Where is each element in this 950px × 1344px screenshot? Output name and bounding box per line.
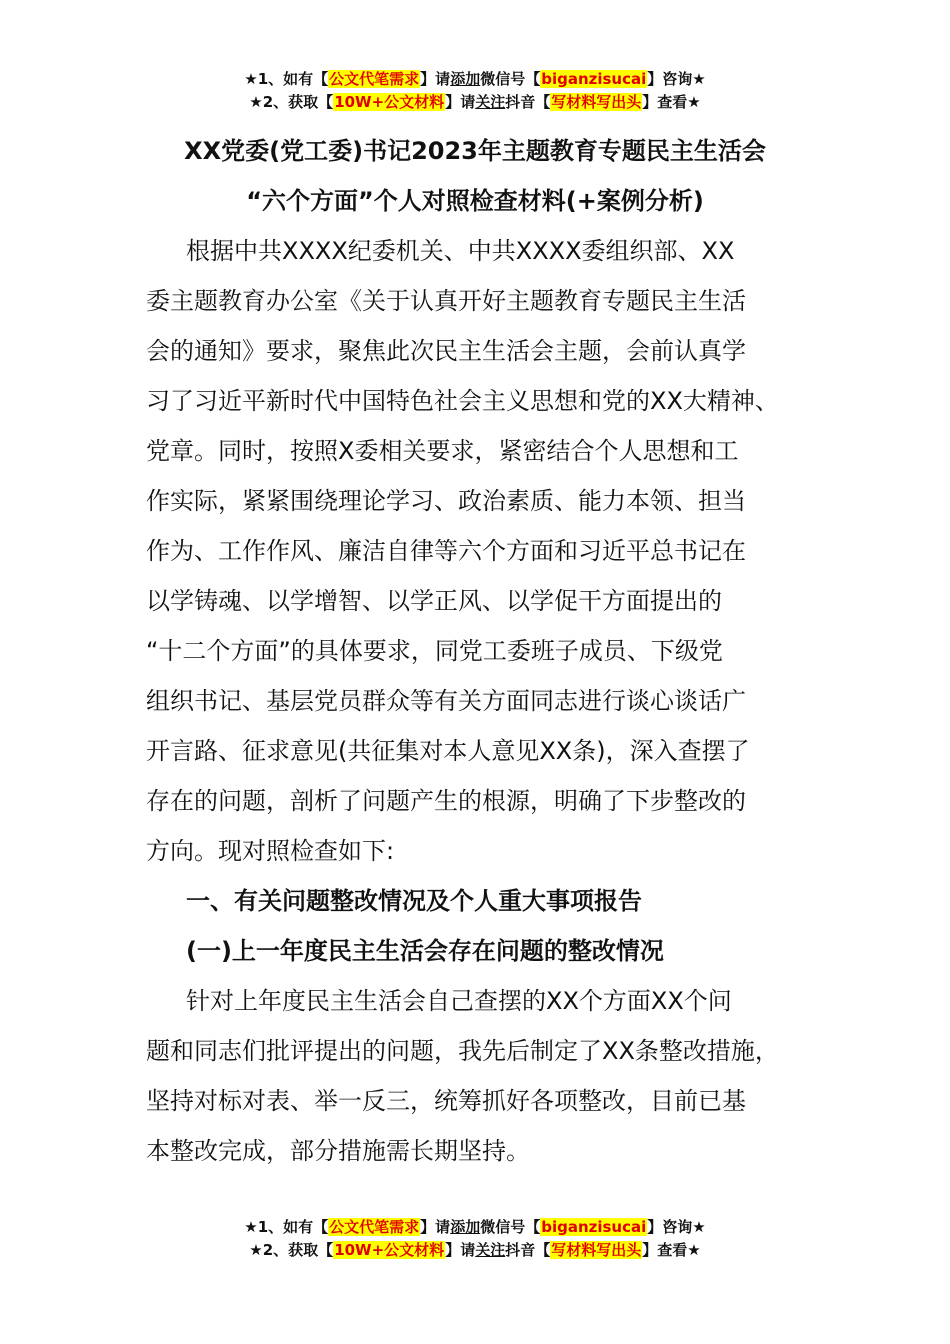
banner-text: 微信号【 xyxy=(480,70,541,88)
paragraph-line: 针对上年度民主生活会自己查摆的XX个方面XX个问 xyxy=(186,987,732,1015)
section-heading: 一、有关问题整改情况及个人重大事项报告 xyxy=(186,887,642,915)
bottom-banner xyxy=(0,1216,950,1262)
banner-text: ★1、如有【 xyxy=(244,1218,329,1236)
banner-text: 】查看★ xyxy=(642,1241,701,1259)
banner-line-2 xyxy=(0,91,950,114)
banner-highlight: biganzisucai xyxy=(541,1218,647,1236)
banner-underline: 关注 xyxy=(475,93,506,111)
banner-text: ★2、获取【 xyxy=(249,1241,334,1259)
paragraph-line: 作为、工作作风、廉洁自律等六个方面和习近平总书记在 xyxy=(146,537,746,565)
banner-highlight: 公文代笔需求 xyxy=(329,70,420,88)
banner-highlight: 写材料写出头 xyxy=(551,93,642,111)
document-title-line-2: “六个方面”个人对照检查材料(+案例分析) xyxy=(246,187,704,215)
paragraph-line: 坚持对标对表、举一反三，统筹抓好各项整改，目前已基 xyxy=(146,1087,746,1115)
paragraph-line: 存在的问题，剖析了问题产生的根源，明确了下步整改的 xyxy=(146,787,746,815)
top-banner xyxy=(0,68,950,114)
banner-text: 】查看★ xyxy=(642,93,701,111)
paragraph-line: 根据中共XXXX纪委机关、中共XXXX委组织部、XX xyxy=(186,237,735,265)
paragraph-line: 本整改完成，部分措施需长期坚持。 xyxy=(146,1137,530,1165)
banner-line-2 xyxy=(0,1239,950,1262)
paragraph-line: 题和同志们批评提出的问题，我先后制定了XX条整改措施， xyxy=(146,1037,779,1065)
document-title-line-1: XX党委(党工委)书记2023年主题教育专题民主生活会 xyxy=(184,137,766,165)
banner-text: 抖音【 xyxy=(505,93,551,111)
banner-line-1 xyxy=(0,1216,950,1239)
paragraph-line: 党章。同时，按照X委相关要求，紧密结合个人思想和工 xyxy=(146,437,739,465)
banner-line-1 xyxy=(0,68,950,91)
subsection-heading: (一)上一年度民主生活会存在问题的整改情况 xyxy=(186,937,664,965)
banner-text: 】请 xyxy=(420,70,451,88)
banner-text: 】请 xyxy=(445,93,476,111)
banner-text: 】咨询★ xyxy=(647,1218,706,1236)
paragraph-line: 组织书记、基层党员群众等有关方面同志进行谈心谈话广 xyxy=(146,687,746,715)
paragraph-line: 以学铸魂、以学增智、以学正风、以学促干方面提出的 xyxy=(146,587,722,615)
banner-underline: 关注 xyxy=(475,1241,506,1259)
banner-underline: 添加 xyxy=(450,1218,481,1236)
paragraph-line: 作实际，紧紧围绕理论学习、政治素质、能力本领、担当 xyxy=(146,487,746,515)
paragraph-line: 习了习近平新时代中国特色社会主义思想和党的XX大精神、 xyxy=(146,387,779,415)
document-body xyxy=(146,231,836,1181)
paragraph-line: 方向。现对照检查如下: xyxy=(146,837,395,865)
banner-highlight: biganzisucai xyxy=(541,70,647,88)
banner-highlight: 10W+公文材料 xyxy=(334,93,445,111)
paragraph-line: 会的通知》要求，聚焦此次民主生活会主题，会前认真学 xyxy=(146,337,746,365)
paragraph-line: 开言路、征求意见(共征集对本人意见XX条)，深入查摆了 xyxy=(146,737,750,765)
banner-highlight: 写材料写出头 xyxy=(551,1241,642,1259)
banner-text: 抖音【 xyxy=(505,1241,551,1259)
banner-highlight: 公文代笔需求 xyxy=(329,1218,420,1236)
banner-underline: 添加 xyxy=(450,70,481,88)
banner-text: ★2、获取【 xyxy=(249,93,334,111)
paragraph-line: “十二个方面”的具体要求，同党工委班子成员、下级党 xyxy=(146,637,723,665)
banner-text: 】咨询★ xyxy=(647,70,706,88)
banner-text: 】请 xyxy=(445,1241,476,1259)
banner-text: 】请 xyxy=(420,1218,451,1236)
banner-text: ★1、如有【 xyxy=(244,70,329,88)
banner-highlight: 10W+公文材料 xyxy=(334,1241,445,1259)
banner-text: 微信号【 xyxy=(480,1218,541,1236)
paragraph-line: 委主题教育办公室《关于认真开好主题教育专题民主生活 xyxy=(146,287,746,315)
